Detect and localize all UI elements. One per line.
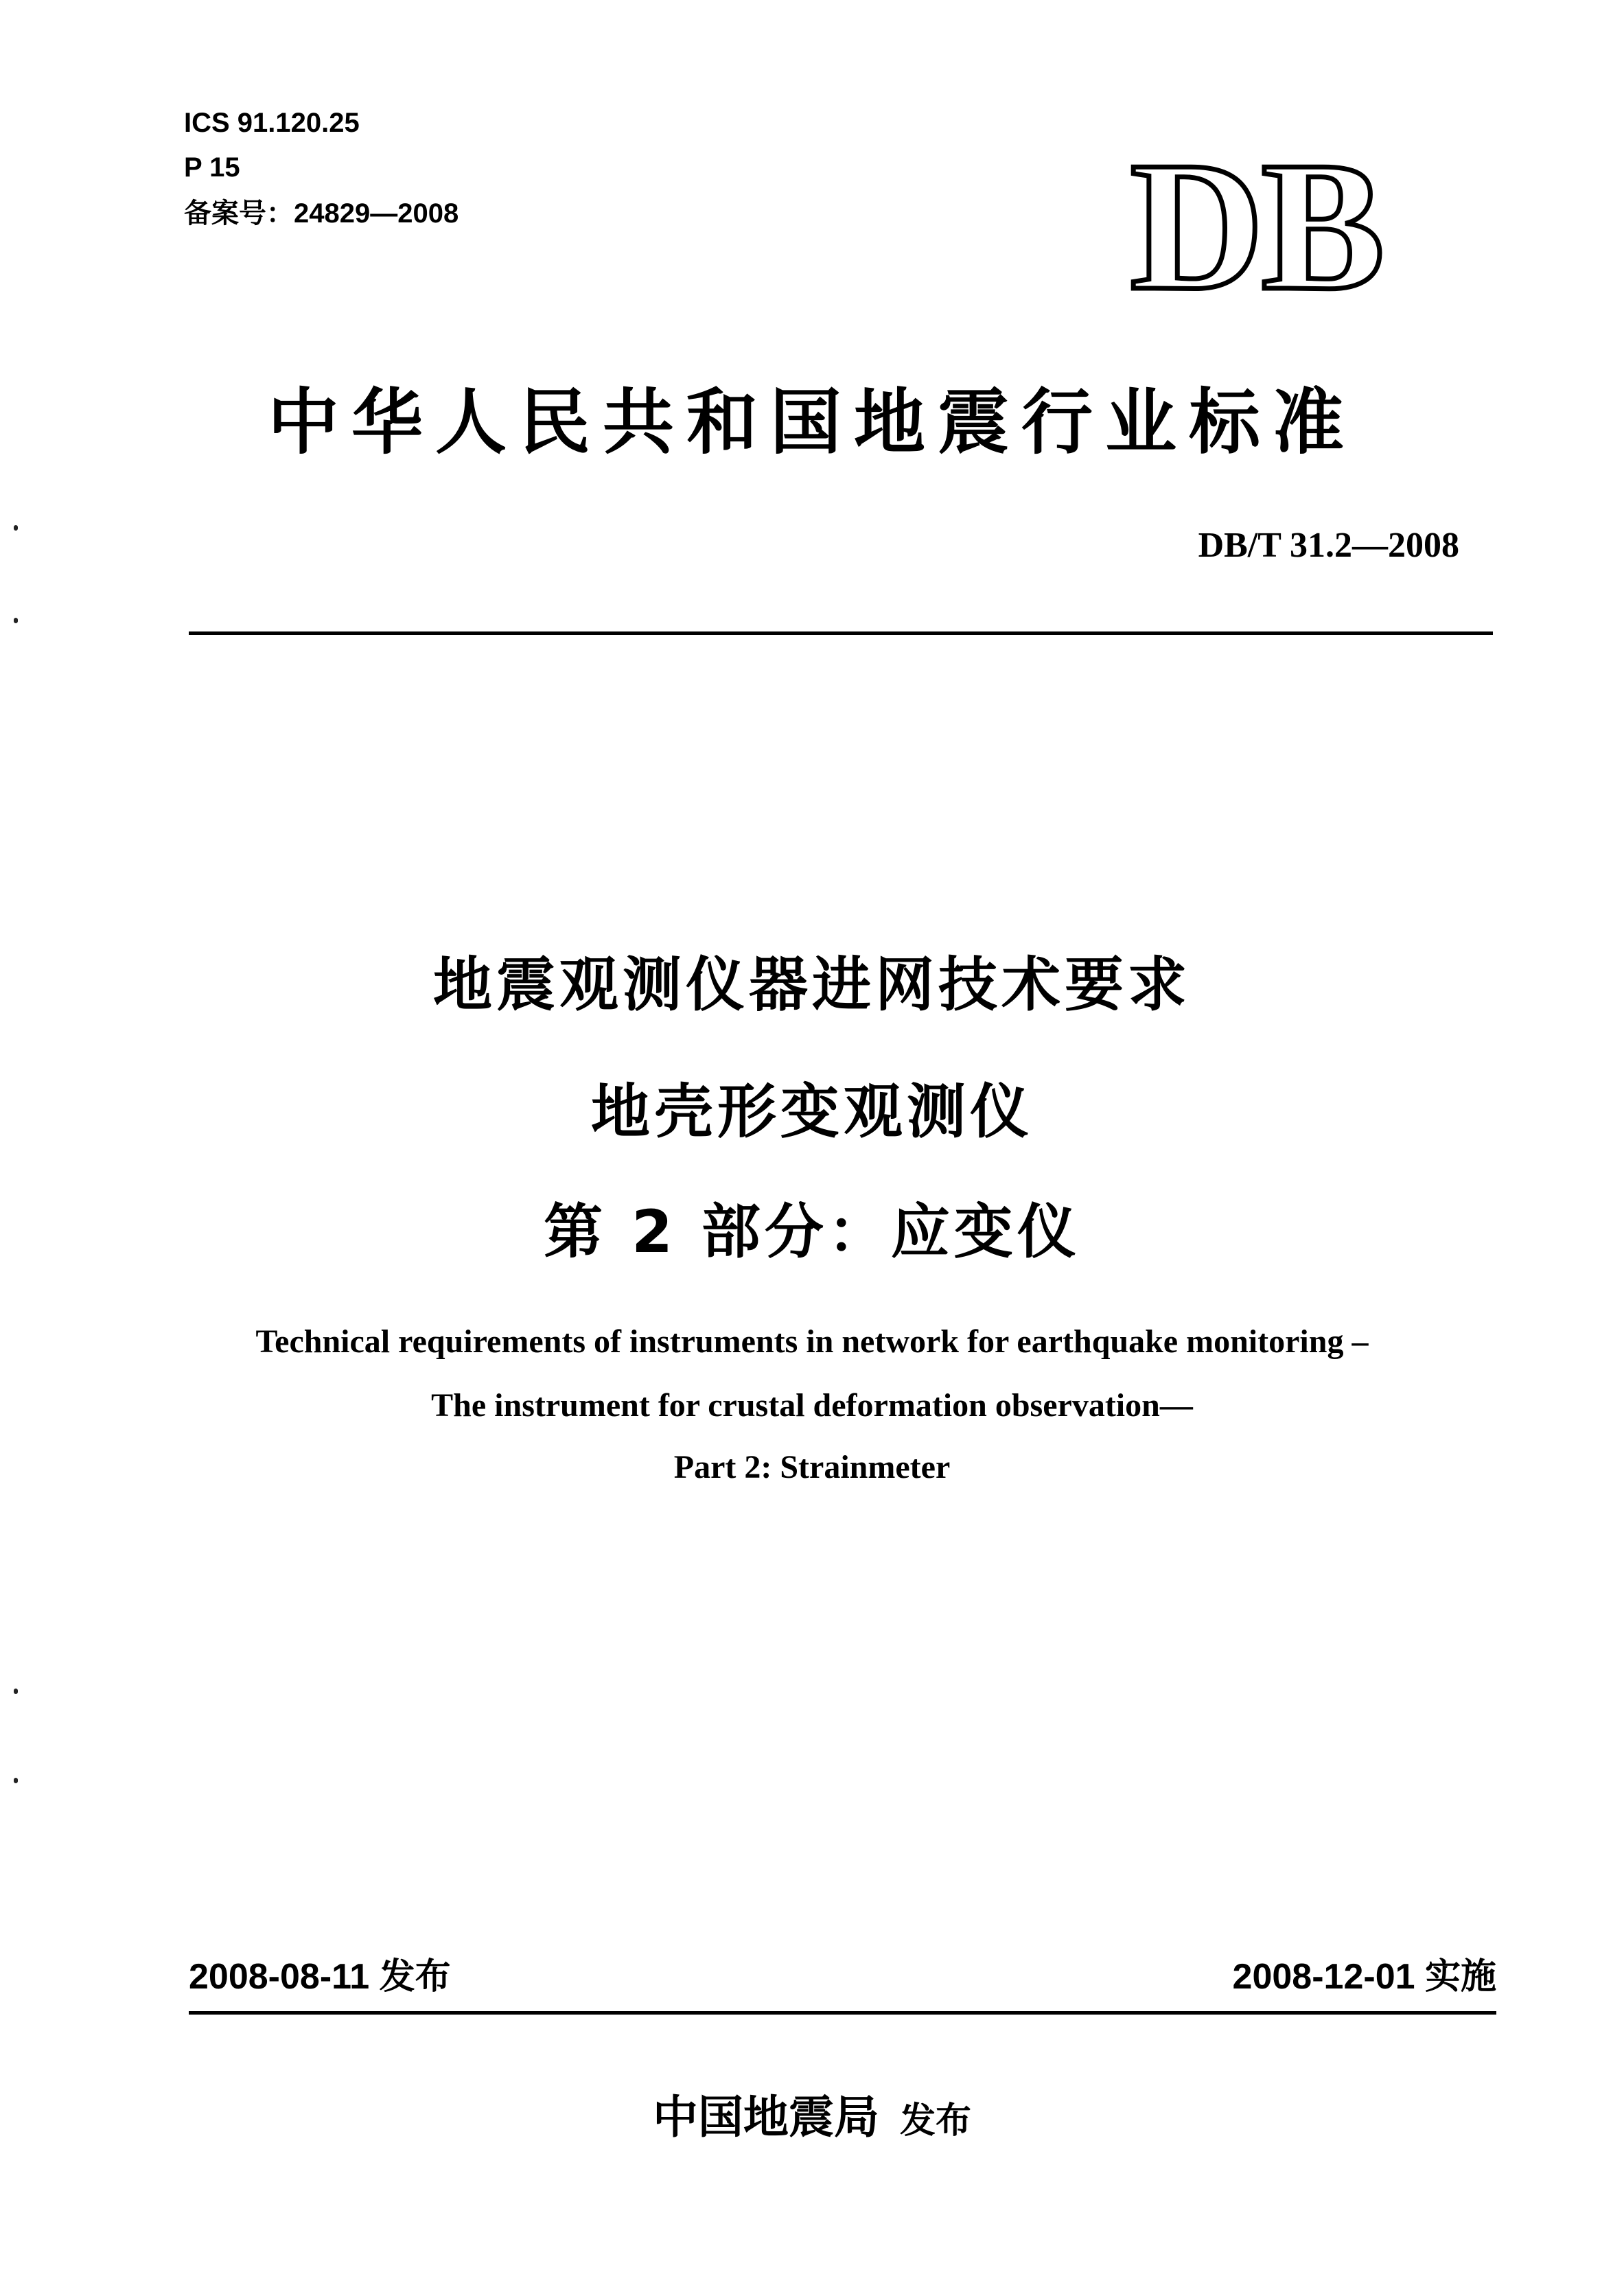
scan-speck — [14, 1689, 18, 1694]
zh-title-line-2: 地壳形变观测仪 — [591, 1078, 1033, 1146]
publisher-suffix: 发布 — [899, 2100, 971, 2142]
en-title-line-2: The instrument for crustal deformation observation— — [431, 1387, 1193, 1424]
standard-number: DB/T 31.2—2008 — [1198, 526, 1459, 565]
implementation-date: 2008-12-01 实施 — [1232, 1957, 1496, 1997]
scan-speck — [14, 525, 18, 531]
standard-title: 中华人民共和国地震行业标准 — [267, 380, 1356, 464]
zh-title-line-3: 第 2 部分：应变仪 — [544, 1198, 1080, 1266]
db-logo — [1091, 134, 1421, 312]
category-code: P 15 — [184, 152, 240, 183]
filing-number: 备案号：24829—2008 — [184, 198, 459, 229]
scan-speck — [14, 1778, 18, 1783]
publisher-name: 中国地震局 — [652, 2091, 879, 2144]
issue-date: 2008-08-11 发布 — [189, 1957, 451, 1997]
svg-text:DB: DB — [1130, 134, 1382, 312]
top-divider — [189, 631, 1493, 635]
en-title-line-1: Technical requirements of instruments in network for earthquake monitoring – — [255, 1323, 1369, 1360]
scan-speck — [14, 618, 18, 623]
publisher — [0, 2090, 1624, 2148]
en-title-line-3: Part 2: Strainmeter — [673, 1449, 951, 1485]
ics-code: ICS 91.120.25 — [184, 108, 360, 138]
zh-title-line-1: 地震观测仪器进网技术要求 — [433, 951, 1191, 1019]
bottom-divider — [189, 2011, 1496, 2015]
